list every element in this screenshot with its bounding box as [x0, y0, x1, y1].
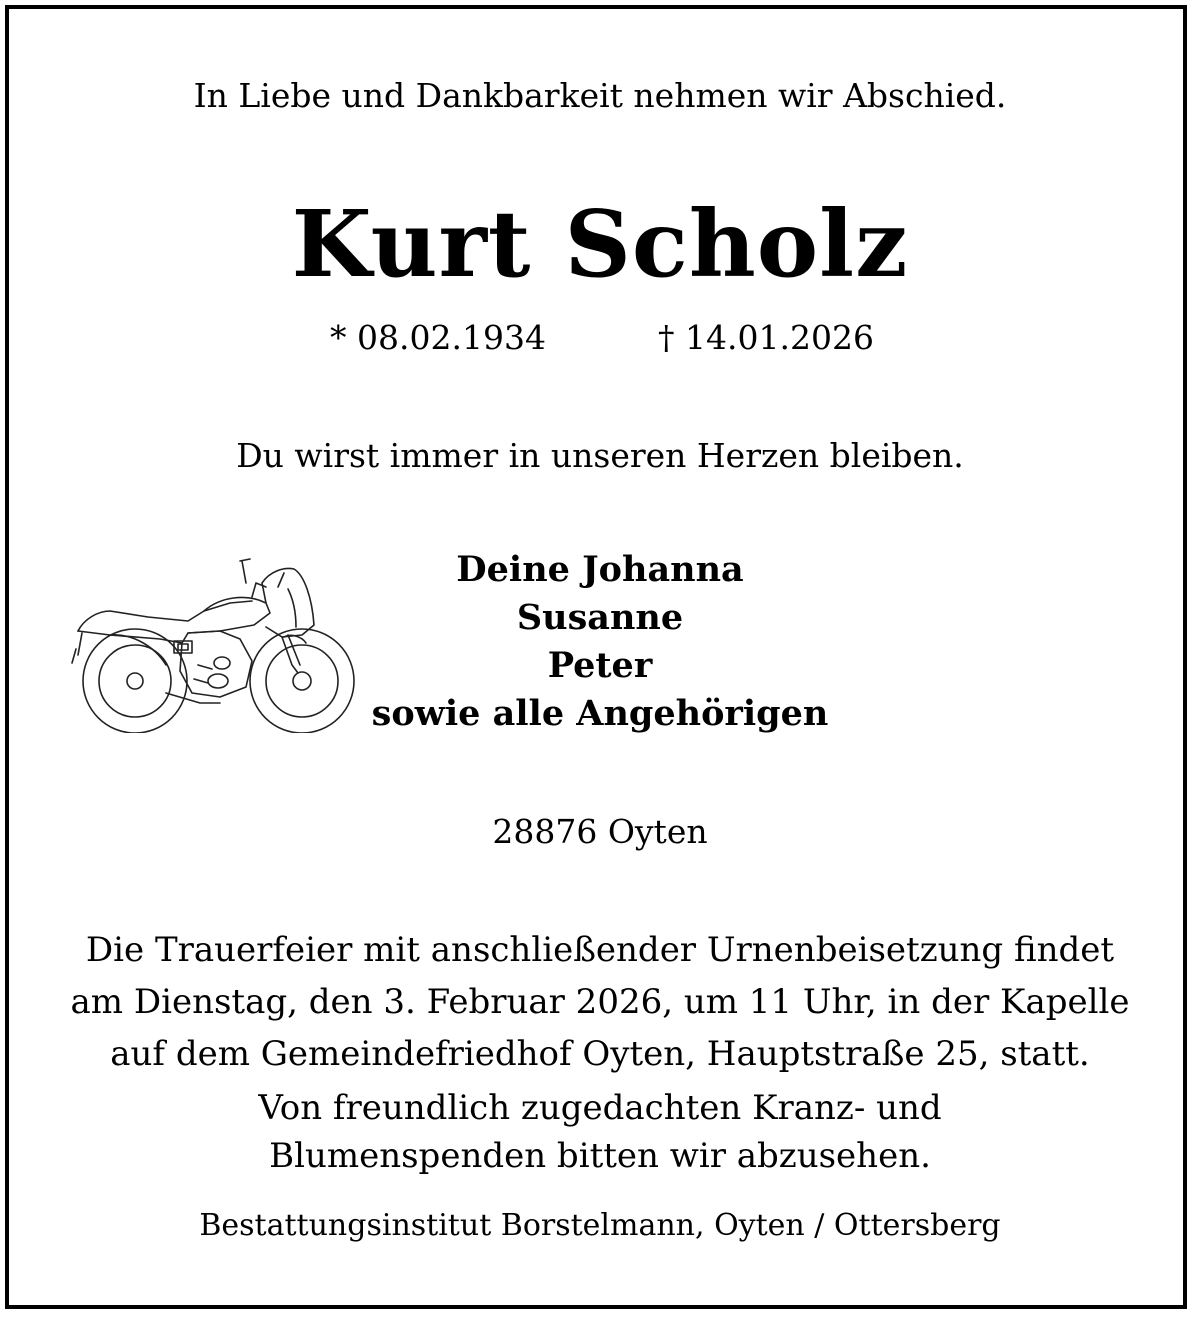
family-member: Peter	[547, 645, 653, 686]
family-list	[340, 546, 860, 738]
flowers-line: Von freundlich zugedachten Kranz- und	[258, 1088, 942, 1128]
ceremony-text	[0, 924, 1200, 1080]
birth-date: * 08.02.1934	[330, 318, 546, 357]
flowers-text	[0, 1084, 1200, 1180]
death-date: † 14.01.2026	[658, 318, 874, 357]
family-member: sowie alle Angehörigen	[371, 693, 829, 734]
family-member: Deine Johanna	[456, 549, 744, 590]
ceremony-line: auf dem Gemeindefriedhof Oyten, Hauptstraße 25, statt.	[110, 1034, 1090, 1074]
deceased-name: Kurt Scholz	[291, 190, 909, 298]
family-member: Susanne	[516, 597, 684, 638]
ceremony-line: am Dienstag, den 3. Februar 2026, um 11 Uhr, in der Kapelle	[70, 982, 1130, 1022]
city-text: 28876 Oyten	[492, 812, 708, 851]
intro-text: In Liebe und Dankbarkeit nehmen wir Abschied.	[193, 76, 1007, 115]
motorcycle-icon	[70, 553, 360, 733]
ceremony-line: Die Trauerfeier mit anschließender Urnenbeisetzung findet	[85, 930, 1115, 970]
flowers-line: Blumenspenden bitten wir abzusehen.	[269, 1136, 931, 1176]
motto-text: Du wirst immer in unseren Herzen bleiben.	[236, 436, 964, 475]
undertaker-text: Bestattungsinstitut Borstelmann, Oyten / Ottersberg	[199, 1208, 1001, 1243]
